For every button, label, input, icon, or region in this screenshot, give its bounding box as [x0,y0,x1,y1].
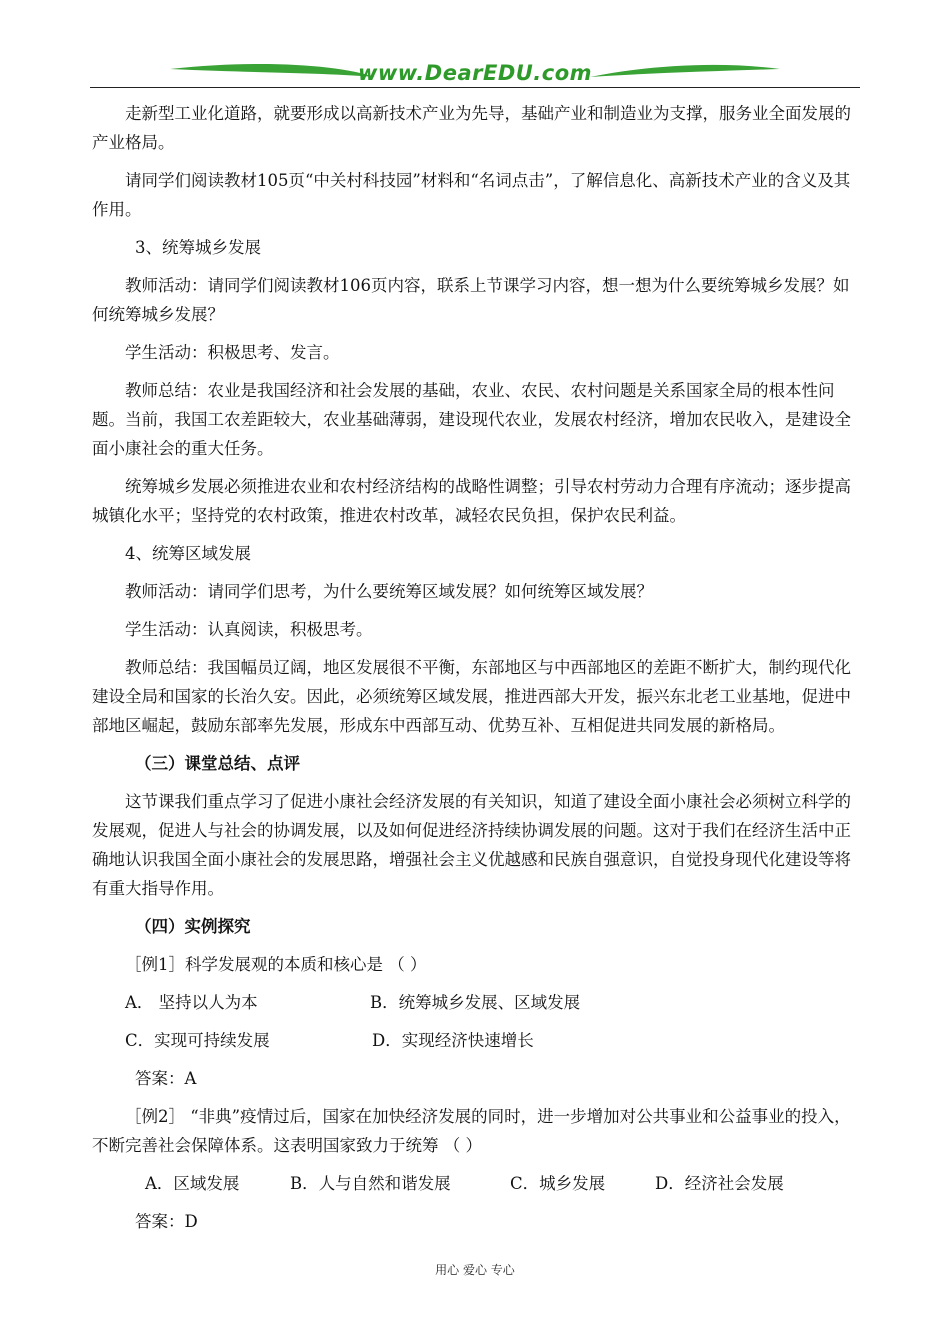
option-a: A．区域发展 [145,1174,240,1193]
section-heading: （三）课堂总结、点评 [135,754,300,773]
example-2-question: ［例2］ “非典”疫情过后，国家在加快经济发展的同时，进一步增加对公共事业和公益事业的投入，不断完善社会保障体系。这表明国家致力于统筹 （ ） [92,1107,851,1155]
option-a: A． 坚持以人为本 [125,993,258,1012]
section-heading: （四）实例探究 [135,917,251,936]
example-2-answer: 答案：D [135,1212,198,1231]
example-1-answer: 答案：A [135,1069,197,1088]
option-c: C．实现可持续发展 [125,1031,270,1050]
example-1-question: ［例1］科学发展观的本质和核心是 （ ） [125,955,427,974]
document-body [92,99,862,1245]
subheading: 3、统筹城乡发展 [135,238,261,257]
option-c: C．城乡发展 [510,1174,606,1193]
option-d: D．经济社会发展 [655,1174,784,1193]
example-1-options-row-2 [92,1026,862,1055]
page-footer: 用心 爱心 专心 [435,1263,515,1277]
paragraph: 走新型工业化道路，就要形成以高新技术产业为先导，基础产业和制造业为支撑，服务业全面发展的产业格局。 [92,104,851,152]
header-rule [90,87,860,88]
option-b: B．统筹城乡发展、区域发展 [370,993,581,1012]
subheading: 4、统筹区域发展 [125,544,251,563]
paragraph: 这节课我们重点学习了促进小康社会经济发展的有关知识，知道了建设全面小康社会必须树立科学的发展观，促进人与社会的协调发展，以及如何促进经济持续协调发展的问题。这对于我们在经济生活中正确地认识我国全面小康社会的发展思路，增强社会主义优越感和民族自强意识，自觉投身现代化建设等将有重大指导作用。 [92,792,851,898]
paragraph: 请同学们阅读教材105页“中关村科技园”材料和“名词点击”，了解信息化、高新技术产业的含义及其作用。 [92,171,851,219]
example-1-options-row-1 [92,988,862,1017]
paragraph: 教师活动：请同学们阅读教材106页内容，联系上节课学习内容，想一想为什么要统筹城乡发展？如何统筹城乡发展？ [92,276,850,324]
paragraph: 学生活动：认真阅读，积极思考。 [125,620,373,639]
site-logo-text: www.DearEDU.com [357,61,593,85]
paragraph: 学生活动：积极思考、发言。 [125,343,340,362]
option-b: B．人与自然和谐发展 [290,1174,451,1193]
paragraph: 教师总结：我国幅员辽阔，地区发展很不平衡，东部地区与中西部地区的差距不断扩大，制约现代化建设全局和国家的长治久安。因此，必须统筹区域发展，推进西部大开发，振兴东北老工业基地，促进中部地区崛起，鼓励东部率先发展，形成东中西部互动、优势互补、互相促进共同发展的新格局。 [92,658,851,735]
option-d: D．实现经济快速增长 [372,1031,534,1050]
example-2-options [92,1169,862,1198]
site-header [90,55,860,91]
paragraph: 统筹城乡发展必须推进农业和农村经济结构的战略性调整；引导农村劳动力合理有序流动；逐步提高城镇化水平；坚持党的农村政策，推进农村改革，减轻农民负担，保护农民利益。 [92,477,851,525]
paragraph: 教师总结：农业是我国经济和社会发展的基础，农业、农民、农村问题是关系国家全局的根本性问题。当前，我国工农差距较大，农业基础薄弱，建设现代农业，发展农村经济，增加农民收入，是建设全面小康社会的重大任务。 [92,381,851,458]
paragraph: 教师活动：请同学们思考，为什么要统筹区域发展？如何统筹区域发展？ [125,582,653,601]
